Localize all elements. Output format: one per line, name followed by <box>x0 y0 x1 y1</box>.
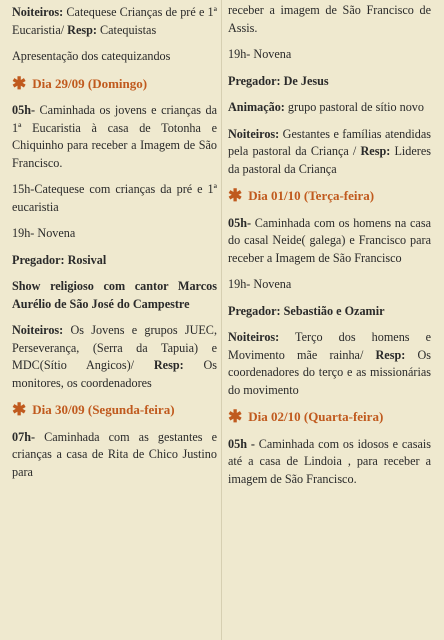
animacao <box>228 99 431 117</box>
time: 07h- <box>12 429 36 444</box>
left-column <box>12 0 217 640</box>
caminhada-gestantes <box>12 429 217 482</box>
label: Noiteiros: <box>12 5 64 19</box>
column-divider <box>221 0 222 640</box>
day-title: Dia 02/10 (Quarta-feira) <box>248 409 384 424</box>
noiteiros-catequese <box>12 4 217 39</box>
pregador-de-jesus <box>228 73 431 91</box>
label: Noiteiros: <box>228 126 280 141</box>
label: Pregador: <box>228 303 281 318</box>
day-heading-02-10 <box>228 408 431 426</box>
day-heading-29-09 <box>12 75 217 93</box>
label: Pregador: <box>12 252 65 267</box>
day-heading-01-10 <box>228 187 431 205</box>
text: Caminhada com os homens na casa do casal Neide( galega) e Francisco para receber a Imagem de São Francisco <box>228 215 431 265</box>
pregador-rosival <box>12 252 217 270</box>
resp-text: Os monitores, os coordenadores <box>12 358 218 390</box>
novena-01: 19h- Novena <box>228 277 292 291</box>
asterisk-icon: ✱ <box>228 186 243 206</box>
asterisk-icon: ✱ <box>12 400 27 420</box>
caminhada-homens <box>228 215 431 268</box>
label: Noiteiros: <box>12 323 64 337</box>
text: Os Jovens e grupos JUEC, Perseverança, (Serra da Tapuia) e MDC(Sítio Angicos)/ <box>12 323 217 372</box>
novena-29: 19h- Novena <box>12 226 76 240</box>
label: Noiteiros: <box>228 330 280 344</box>
resp-label: Resp: <box>375 347 406 362</box>
resp-label: Resp: <box>153 358 184 372</box>
catequese-15h: 15h-Catequese com crianças da pré e 1ª eucaristia <box>12 182 217 214</box>
text: De Jesus <box>280 73 329 88</box>
noiteiros-gestantes <box>228 126 431 179</box>
text: Caminhada os jovens e crianças da 1ª Eucaristia à casa de Totonha e Chiquinho para receber a Imagem de São Francisco. <box>12 103 217 170</box>
noiteiros-jovens <box>12 322 217 392</box>
day-title: Dia 01/10 (Terça-feira) <box>248 188 375 203</box>
label: Animação: <box>228 100 285 114</box>
day-heading-30-09 <box>12 401 217 419</box>
time: 05h - <box>228 436 255 451</box>
asterisk-icon: ✱ <box>228 407 243 427</box>
receber-imagem: receber a imagem de São Francisco de Assis. <box>228 3 431 35</box>
day-title: Dia 30/09 (Segunda-feira) <box>32 402 175 417</box>
resp-text: Catequistas <box>96 22 157 37</box>
asterisk-icon: ✱ <box>12 73 27 93</box>
time: 05h- <box>12 103 36 117</box>
resp-text: Lideres da pastoral da Criança <box>228 144 431 176</box>
right-column <box>228 0 431 640</box>
caminhada-idosos <box>228 436 431 489</box>
apresentacao: Apresentação dos catequizandos <box>12 49 171 63</box>
text: Terço dos homens e Movimento mãe rainha/ <box>228 330 431 362</box>
text: grupo pastoral de sítio novo <box>284 100 424 114</box>
resp-label: Resp: <box>67 22 97 37</box>
text: Catequese Crianças de pré e 1ª Eucaristia/ <box>12 5 217 37</box>
day-title: Dia 29/09 (Domingo) <box>32 75 148 91</box>
resp-text: Os coordenadores do terço e as missionárias do movimento <box>228 347 432 397</box>
novena-30: 19h- Novena <box>228 47 292 61</box>
noiteiros-terco <box>228 329 431 399</box>
caminhada-jovens <box>12 102 217 172</box>
time: 05h- <box>228 215 252 230</box>
text: Rosival <box>64 252 107 267</box>
resp-label: Resp: <box>360 144 391 158</box>
text: Caminhada com os idosos e casais até a casa de Lindoia , para receber a imagem de São Francisco. <box>228 436 431 486</box>
text: Gestantes e famílias atendidas pela pastoral da Criança / <box>228 126 431 158</box>
text: Caminhada com as gestantes e crianças a casa de Rita de Chico Justino para <box>12 429 217 479</box>
show-religioso: Show religioso com cantor Marcos Aurélio de São José do Campestre <box>12 279 217 311</box>
text: Sebastião e Ozamir <box>280 303 385 318</box>
pregador-sebastiao <box>228 303 431 321</box>
label: Pregador: <box>228 73 281 88</box>
